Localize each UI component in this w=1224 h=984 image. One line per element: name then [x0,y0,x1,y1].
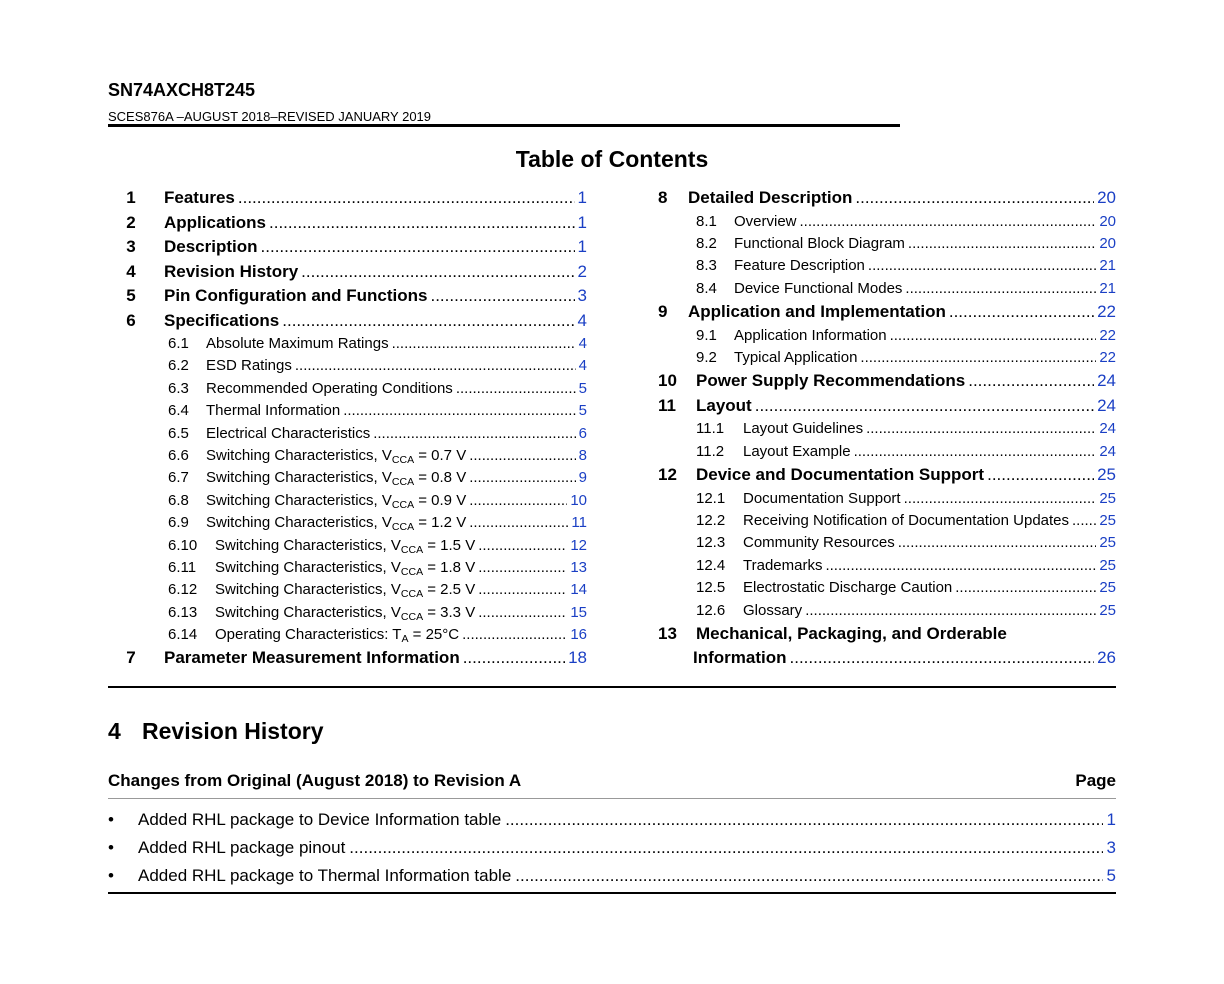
bullet: • [108,810,114,829]
toc-page-link[interactable]: 24 [1097,371,1116,391]
toc-entry[interactable] [650,371,1116,396]
toc-page-link[interactable]: 3 [577,286,587,305]
label-text-suffix: = 2.5 V [423,581,476,599]
toc-page-link[interactable]: 4 [578,335,587,352]
toc-page-link[interactable]: 26 [1097,648,1116,668]
toc-entry-number: 9 [658,302,668,322]
toc-page-link[interactable]: 25 [1099,601,1116,619]
label-text-suffix: = 1.2 V [414,514,467,532]
toc-entry-number: 6 [126,310,136,330]
label-text-suffix: = 0.7 V [414,446,467,464]
changes-header-divider [108,798,1116,799]
toc-page-link[interactable]: 25 [1099,579,1116,597]
bullet: • [108,838,114,857]
toc-page-link[interactable]: 21 [1099,279,1116,297]
label-text-suffix: = 0.8 V [414,469,467,487]
dot-leader [373,425,575,442]
dot-leader [469,492,567,509]
toc-entry-label: Detailed Description [688,188,853,207]
toc-entry-number: 6.10 [168,536,198,554]
section-number: 4 [108,718,121,744]
toc-entry-number: 9.2 [696,348,717,366]
toc-entry-label: Functional Block Diagram [734,234,905,252]
toc-entry-label: Layout Guidelines [743,420,864,438]
label-text: Switching Characteristics, V [206,514,392,532]
toc-page-link[interactable]: 25 [1099,512,1116,530]
toc-entry-label: Description [164,237,258,256]
dot-leader [890,327,1097,344]
toc-entry[interactable] [650,602,1116,624]
label-subscript: CCA [391,476,415,489]
label-subscript: CCA [391,498,415,511]
toc-entry-number: 8.1 [696,212,717,230]
dot-leader [430,286,574,306]
toc-entry[interactable] [108,648,587,673]
toc-entry-label: Glossary [743,601,803,619]
toc-entry-label: Absolute Maximum Ratings [206,335,389,352]
toc-entry[interactable] [650,188,1116,213]
label-text: Operating Characteristics: T [215,626,402,644]
changes-heading: Changes from Original (August 2018) to Revision A [108,771,522,790]
toc-page-link[interactable]: 12 [570,536,587,554]
toc-entry-number: 6.7 [168,469,189,487]
toc-page-link[interactable]: 8 [578,446,587,464]
toc-page-link[interactable]: 9 [578,469,587,487]
dot-leader [898,534,1097,551]
page-column-heading: Page [1075,771,1116,790]
dot-leader [349,838,1102,858]
dot-leader [478,559,567,576]
toc-entry-number: 6.3 [168,379,189,397]
toc-entry[interactable] [108,626,587,648]
toc-page-link[interactable]: 1 [577,212,587,232]
change-text: Added RHL package pinout [138,838,346,857]
label-text: Switching Characteristics, V [215,603,401,621]
toc-left-column [108,188,587,673]
toc-entry-label [206,492,466,509]
toc-entry[interactable] [108,425,587,447]
toc-entry[interactable] [108,237,587,262]
toc-right-column [650,188,1116,670]
label-text: Switching Characteristics, V [206,491,392,509]
toc-entry-label: Layout Example [743,442,851,460]
toc-entry-label: Community Resources [743,534,895,552]
header-divider [108,124,900,127]
toc-page-link[interactable]: 1 [577,237,587,256]
label-subscript: CCA [391,521,415,534]
change-item [108,810,1116,838]
toc-entry[interactable] [650,396,1116,421]
changes-header-row [108,771,1116,791]
toc-entry[interactable] [108,335,587,357]
toc-entry-number: 8.4 [696,279,717,297]
toc-page-link[interactable]: 14 [570,581,587,599]
toc-page-link[interactable]: 22 [1097,302,1116,322]
label-text: Switching Characteristics, V [215,558,401,576]
toc-entry-label: Recommended Operating Conditions [206,379,453,397]
toc-entry[interactable] [108,581,587,603]
toc-entry[interactable] [650,257,1116,279]
toc-entry-label: Power Supply Recommendations [696,371,966,391]
toc-title: Table of Contents [515,146,709,172]
toc-page-link[interactable]: 21 [1099,257,1116,275]
dot-leader [987,465,1094,485]
toc-entry[interactable] [650,465,1116,490]
dot-leader [462,626,567,643]
toc-page-link[interactable]: 5 [578,379,587,397]
toc-page-link[interactable]: 25 [1097,465,1116,485]
change-text: Added RHL package to Thermal Information table [138,866,512,885]
dot-leader [800,213,1097,230]
dot-leader [301,262,574,282]
toc-page-link[interactable]: 1 [577,188,587,207]
toc-entry-number: 8.3 [696,257,717,275]
toc-entry-number: 6.4 [168,402,189,420]
toc-entry-label: Typical Application [734,348,858,366]
dot-leader [478,537,567,554]
dot-leader [505,810,1102,830]
toc-page-link[interactable]: 10 [570,491,587,509]
label-subscript: CCA [400,543,424,556]
dot-leader [860,349,1096,366]
toc-entry-label-continued: Information [693,648,787,668]
toc-page-link[interactable]: 20 [1099,234,1116,252]
toc-entry[interactable] [108,262,587,287]
toc-entry-label: Electrostatic Discharge Caution [743,579,953,597]
dot-leader [282,311,574,331]
toc-page-link[interactable]: 13 [570,558,587,576]
toc-entry[interactable] [108,188,587,213]
dot-leader [854,443,1097,460]
toc-entry-number: 5 [126,286,136,305]
toc-entry-label: Features [164,188,235,207]
toc-entry-number: 12 [658,465,677,485]
label-text-suffix: = 1.8 V [423,558,476,576]
toc-entry-label: Trademarks [743,556,823,574]
toc-page-link[interactable]: 22 [1099,348,1116,366]
toc-entry-number: 6.5 [168,424,189,442]
toc-entry-label: Application Information [734,326,887,344]
toc-entry-label: Layout [696,395,752,415]
dot-leader [755,396,1094,416]
toc-entry-number: 6.14 [168,626,198,644]
toc-entry-number: 9.1 [696,326,717,344]
part-number: SN74AXCH8T245 [108,80,256,100]
toc-page-link[interactable]: 15 [570,603,587,621]
dot-leader [463,648,565,668]
dot-leader [269,213,575,233]
dot-leader [790,648,1095,668]
toc-entry-label [206,447,466,464]
page-link[interactable]: 3 [1106,838,1116,857]
toc-entry-number: 1 [126,188,136,207]
toc-entry-label: ESD Ratings [206,357,292,375]
label-text: Switching Characteristics, V [215,581,401,599]
toc-entry-number: 6.11 [168,558,197,576]
toc-entry-number: 12.4 [696,556,726,574]
bullet: • [108,866,114,885]
label-text-suffix: = 0.9 V [414,491,467,509]
toc-entry-number: 6.9 [168,514,189,532]
toc-entry-label [206,469,467,489]
toc-entry-label [215,559,475,576]
toc-entry[interactable] [650,557,1116,579]
change-text: Added RHL package to Device Information table [138,810,502,829]
toc-entry[interactable] [650,349,1116,371]
label-text-suffix: = 1.5 V [423,536,476,554]
label-subscript: CCA [400,610,424,623]
toc-entry-number: 12.1 [696,489,726,507]
toc-entry[interactable] [108,604,587,626]
dot-leader [238,188,575,208]
dot-leader [866,420,1096,437]
label-text-suffix: = 25°C [408,626,460,644]
toc-entry-number: 7 [126,648,136,668]
toc-bottom-divider [108,686,1116,688]
toc-entry[interactable] [108,402,587,424]
toc-entry-continuation[interactable] [650,648,1116,670]
toc-entry[interactable] [108,469,587,491]
toc-page-link[interactable]: 20 [1097,188,1116,207]
toc-page-link[interactable]: 18 [568,648,587,668]
dot-leader [908,235,1096,252]
page-link[interactable]: 5 [1106,866,1116,885]
toc-entry-label: Application and Implementation [688,302,946,322]
toc-entry-number: 10 [658,371,677,391]
toc-entry[interactable] [650,235,1116,257]
toc-entry-label: Feature Description [734,257,865,275]
toc-entry-number: 11 [658,395,676,415]
toc-entry-label: Applications [164,212,267,232]
label-text: Switching Characteristics, V [215,536,401,554]
toc-entry[interactable] [650,302,1116,327]
dot-leader [955,579,1096,596]
dot-leader [968,371,1094,391]
toc-entry[interactable] [108,213,587,238]
toc-entry-label: Specifications [164,310,280,330]
document-revision-line: SCES876A –AUGUST 2018–REVISED JANUARY 2019 [108,109,432,124]
toc-entry[interactable] [108,537,587,559]
toc-entry[interactable] [650,512,1116,534]
toc-entry[interactable] [108,447,587,469]
toc-entry-number: 8.2 [696,234,717,252]
toc-entry[interactable] [108,492,587,514]
toc-entry-label: Receiving Notification of Documentation Updates [743,512,1070,530]
toc-page-link[interactable]: 22 [1099,326,1116,344]
label-subscript: A [401,633,409,646]
toc-entry[interactable] [650,624,1116,649]
toc-page-link[interactable]: 4 [577,310,587,330]
dot-leader [469,447,575,464]
page-link[interactable]: 1 [1106,810,1116,829]
section-title: Revision History [142,718,324,744]
toc-page-link[interactable]: 11 [571,514,587,532]
toc-entry[interactable] [650,213,1116,235]
dot-leader [904,490,1097,507]
dot-leader [1072,512,1096,529]
toc-entry-number: 6.2 [168,357,189,375]
toc-entry-number: 6.6 [168,446,189,464]
changes-list [108,810,1116,894]
dot-leader [469,469,575,486]
toc-entry-label: Parameter Measurement Information [164,648,460,668]
toc-entry-number: 12.3 [696,534,726,552]
toc-entry-number: 12.6 [696,601,726,619]
toc-entry-number: 11.1 [696,420,725,438]
toc-entry-label: Device and Documentation Support [696,465,985,485]
change-item [108,866,1116,894]
dot-leader [478,604,567,621]
toc-entry[interactable] [108,514,587,536]
dot-leader [855,188,1094,208]
dot-leader [868,257,1096,274]
toc-page-link[interactable]: 5 [578,402,587,420]
toc-entry-number: 6.12 [168,581,198,599]
label-text: Switching Characteristics, V [206,446,392,464]
toc-page-link[interactable]: 16 [570,626,587,644]
dot-leader [905,280,1096,297]
toc-entry-number: 12.5 [696,579,726,597]
toc-entry[interactable] [108,559,587,581]
toc-entry-number: 11.2 [696,442,725,460]
toc-entry[interactable] [108,380,587,402]
dot-leader [469,514,568,531]
toc-entry-label [215,626,460,646]
toc-page-link[interactable]: 25 [1099,534,1116,552]
toc-entry[interactable] [650,280,1116,302]
toc-page-link[interactable]: 2 [577,261,587,281]
toc-entry-number: 6.1 [168,335,189,352]
toc-entry-number: 13 [658,623,677,643]
toc-entry-number: 8 [658,188,668,207]
toc-page-link[interactable]: 24 [1099,420,1116,438]
toc-page-link[interactable]: 20 [1099,212,1116,230]
toc-entry-number: 6.8 [168,491,189,509]
toc-entry[interactable] [650,420,1116,442]
toc-entry-label: Revision History [164,261,299,281]
toc-page-link[interactable]: 25 [1099,489,1116,507]
toc-entry-label: Overview [734,212,797,230]
toc-page-link[interactable]: 24 [1099,442,1116,460]
toc-entry[interactable] [108,286,587,311]
label-subscript: CCA [391,453,415,466]
toc-entry-label: Device Functional Modes [734,279,903,297]
toc-entry-label: Documentation Support [743,489,901,507]
toc-entry-label: Pin Configuration and Functions [164,286,428,305]
toc-entry-label [215,604,475,621]
dot-leader [261,237,575,257]
toc-entry[interactable] [650,490,1116,512]
toc-entry[interactable] [650,579,1116,601]
toc-page-link[interactable]: 4 [578,357,587,375]
toc-entry-number: 3 [126,237,136,256]
toc-page-link[interactable]: 6 [578,424,587,442]
toc-entry[interactable] [108,357,587,379]
label-text-suffix: = 3.3 V [423,603,476,621]
dot-leader [295,357,576,374]
changes-bottom-divider [108,892,1116,894]
dot-leader [825,557,1096,574]
dot-leader [949,302,1094,322]
toc-entry-label [206,514,467,534]
toc-entry[interactable] [108,311,587,336]
toc-entry[interactable] [650,327,1116,349]
change-item [108,838,1116,866]
label-text: Switching Characteristics, V [206,469,392,487]
toc-page-link[interactable]: 25 [1099,556,1116,574]
dot-leader [478,581,567,598]
toc-entry-number: 4 [126,261,136,281]
toc-entry-label: Electrical Characteristics [206,424,371,442]
toc-entry[interactable] [650,534,1116,556]
toc-entry[interactable] [650,443,1116,465]
label-subscript: CCA [400,565,424,578]
toc-page-link[interactable]: 24 [1097,395,1116,415]
dot-leader [456,380,576,397]
toc-entry-label [215,537,475,554]
dot-leader [343,402,575,419]
toc-entry-label: Mechanical, Packaging, and Orderable [696,623,1007,643]
label-subscript: CCA [400,588,424,601]
toc-entry-number: 6.13 [168,603,198,621]
revision-history-heading [108,718,324,745]
toc-entry-label: Thermal Information [206,402,341,420]
dot-leader [805,602,1096,619]
dot-leader [515,866,1102,886]
toc-entry-number: 2 [126,212,136,232]
dot-leader [392,335,576,352]
toc-entry-number: 12.2 [696,512,726,530]
toc-entry-label [215,581,476,601]
